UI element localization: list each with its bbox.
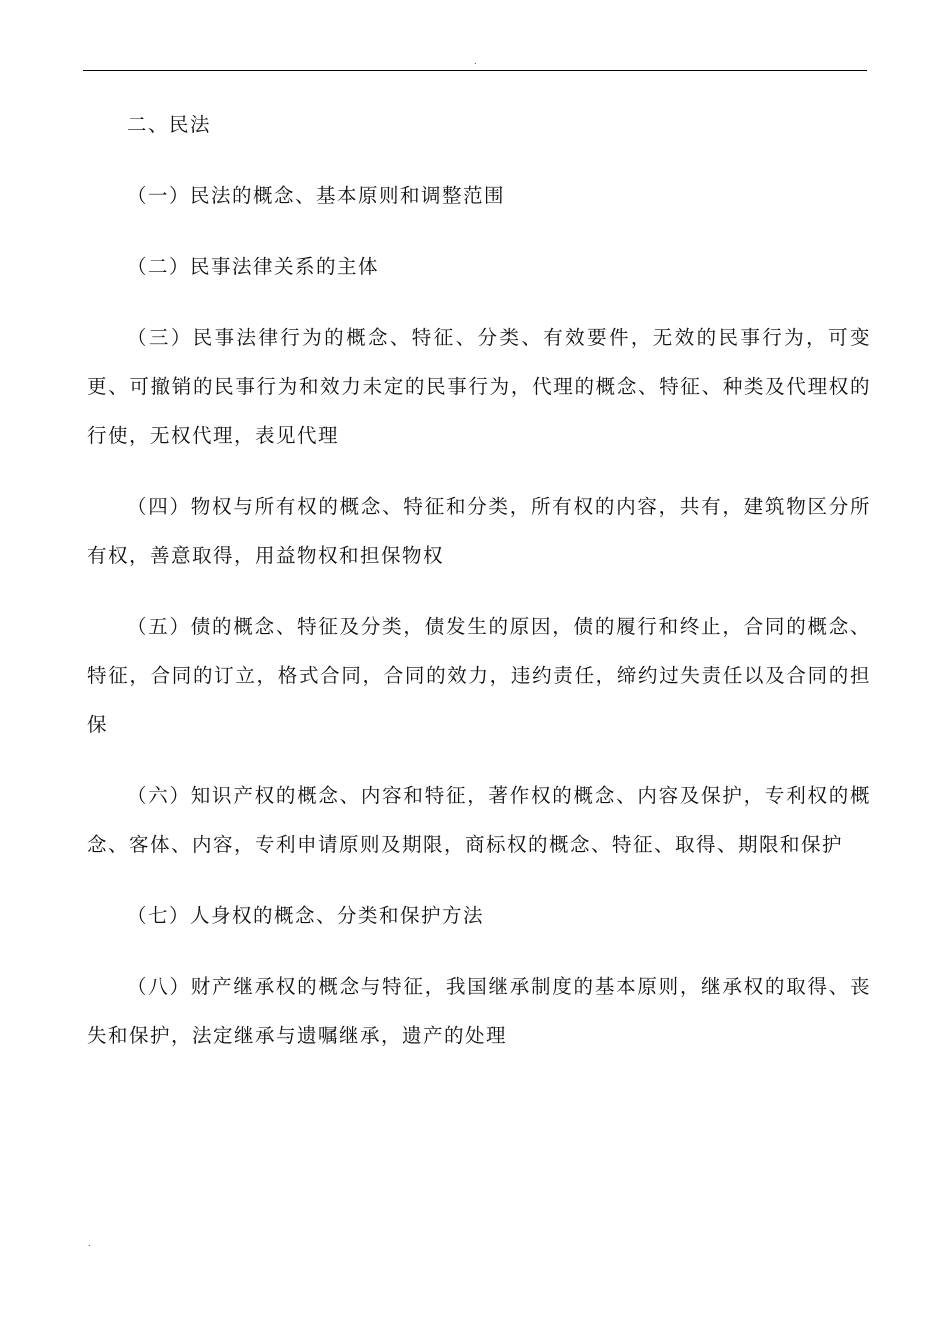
header-rule (83, 70, 867, 71)
footer-mark: . (88, 1239, 91, 1248)
paragraph-2: （二）民事法律关系的主体 (127, 255, 380, 278)
paragraph-7: （七）人身权的概念、分类和保护方法 (127, 904, 485, 927)
paragraph-4: （四）物权与所有权的概念、特征和分类，所有权的内容，共有，建筑物区分所有权，善意取得，用益物权和担保物权 (87, 495, 871, 567)
section-heading: 二、民法 (127, 113, 212, 136)
paragraph-3: （三）民事法律行为的概念、特征、分类、有效要件，无效的民事行为，可变更、可撤销的民事行为和效力未定的民事行为，代理的概念、特征、种类及代理权的行使，无权代理，表见代理 (87, 326, 871, 447)
paragraph-6: （六）知识产权的概念、内容和特征，著作权的概念、内容及保护，专利权的概念、客体、内容，专利申请原则及期限，商标权的概念、特征、取得、期限和保护 (87, 784, 871, 856)
paragraph-5: （五）债的概念、特征及分类，债发生的原因，债的履行和终止，合同的概念、特征，合同的订立，格式合同，合同的效力，违约责任，缔约过失责任以及合同的担保 (87, 615, 871, 736)
paragraph-8: （八）财产继承权的概念与特征，我国继承制度的基本原则，继承权的取得、丧失和保护，法定继承与遗嘱继承，遗产的处理 (87, 975, 871, 1047)
paragraph-1: （一）民法的概念、基本原则和调整范围 (127, 184, 506, 207)
header-mark: . (474, 57, 477, 66)
document-body (87, 100, 871, 1082)
